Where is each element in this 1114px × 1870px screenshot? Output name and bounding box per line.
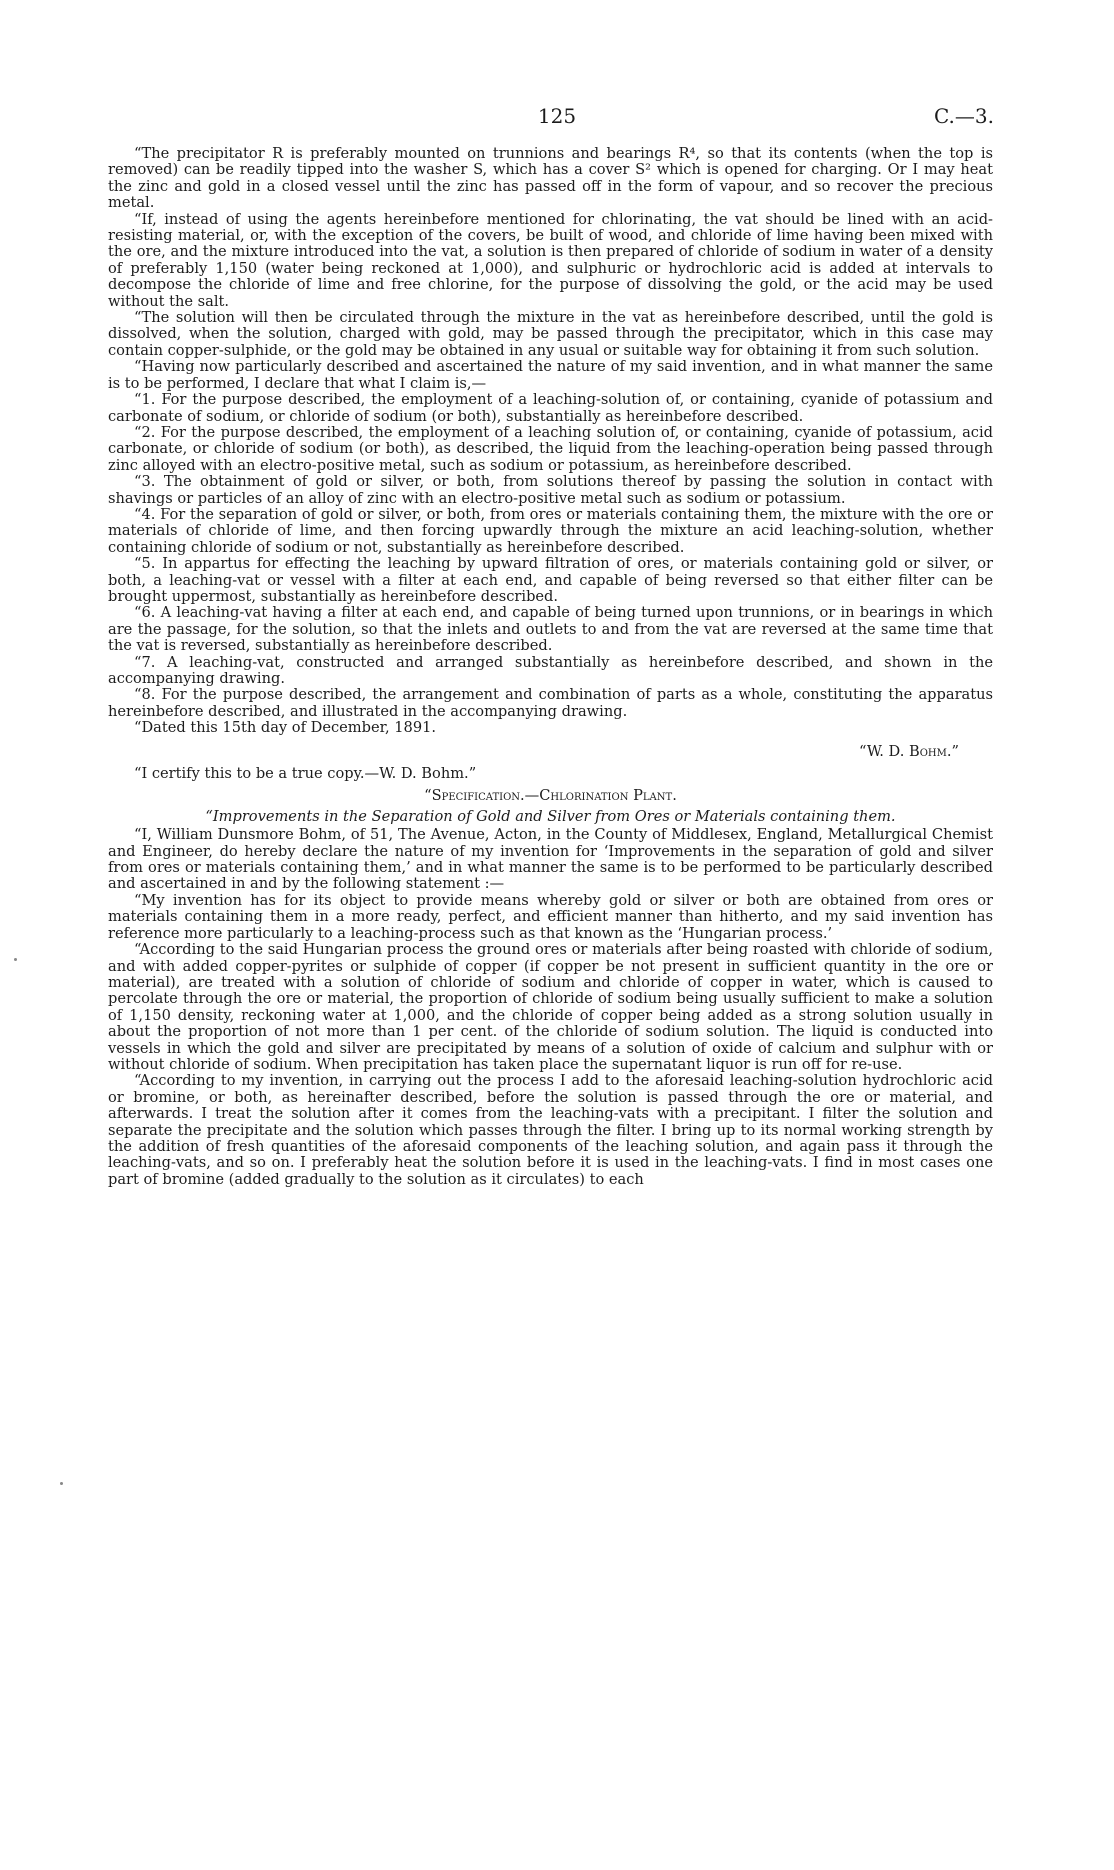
claim-8: “8. For the purpose described, the arrangement and combination of parts as a whole, constituting the apparatus hereinbefore described, and illustrated in the accompanying drawing. [108, 686, 993, 720]
claim-7: “7. A leaching-vat, constructed and arranged substantially as hereinbefore described, and shown in the accompanying drawing. [108, 653, 993, 687]
claim-5: “5. In appartus for effecting the leaching by upward filtration of ores, or materials containing gold or silver, or both, a leaching-vat or vessel with a filter at each end, and capable of being reversed so that either filter can be brought uppermost, substantially as hereinbefore described. [108, 555, 993, 605]
paragraph: “My invention has for its object to provide means whereby gold or silver or both are obtained from ores or materials containing them in a more ready, perfect, and efficient manner than hitherto, and my said invention has reference more particularly to a leaching-process such as that known as the ‘Hungarian process.’ [108, 891, 993, 942]
specification-title: “Improvements in the Separation of Gold and Silver from Ores or Materials containing them. [205, 807, 896, 825]
paragraph: “If, instead of using the agents hereinbefore mentioned for chlorinating, the vat should be lined with an acid-resisting material, or, with the exception of the covers, be built of wood, and chloride of lime having been mixed with the ore, and the mixture introduced into the vat, a solution is then prepared of chloride of sodium in water of a density of preferably 1,150 (water being reckoned at 1,000), and sulphuric or hydrochloric acid is added at intervals to decompose the chloride of lime and free chlorine, for the purpose of dissolving the gold, or the acid may be used without the salt. [108, 210, 993, 310]
page-number: 125 [537, 104, 577, 128]
body-text [108, 146, 993, 1188]
claim-2: “2. For the purpose described, the employment of a leaching solution of, or containing, cyanide of potassium, acid carbonate, or chloride of sodium (or both), as described, the liquid from the leaching-operation being passed through zinc alloyed with an electro-positive metal, such as sodium or potassium, as hereinbefore described. [108, 423, 993, 474]
date-line: “Dated this 15th day of December, 1891. [134, 719, 437, 737]
paragraph: “The precipitator R is preferably mounted on trunnions and bearings R⁴, so that its contents (when the top is removed) can be readily tipped into the washer S, which has a cover S² which is opened for charging. Or I may heat the zinc and gold in a closed vessel until the zinc has passed off in the form of vapour, and so recover the precious metal. [108, 145, 993, 212]
paragraph: “I, William Dunsmore Bohm, of 51, The Avenue, Acton, in the County of Middlesex, England, Metallurgical Chemist and Engineer, do hereby declare the nature of my invention for ‘Improvements in the separation of gold and silver from ores or materials containing them,’ and in what manner the same is to be performed to be particularly described and ascertained in and by the following statement :— [108, 826, 993, 893]
specification-heading: “Specification.—Chlorination Plant. [424, 787, 677, 805]
document-reference: C.—3. [933, 104, 994, 128]
margin-speck [60, 1482, 63, 1485]
certification-line: “I certify this to be a true copy.—W. D. Bohm.” [134, 765, 477, 783]
signature: “W. D. Bohm.” [858, 742, 959, 760]
claim-4: “4. For the separation of gold or silver, or both, from ores or materials containing them, the mixture with the ore or materials of chloride of lime, and then forcing upwardly through the mixture an acid leaching-solution, whether containing chloride of sodium or not, substantially as hereinbefore described. [108, 505, 993, 556]
claim-6: “6. A leaching-vat having a filter at each end, and capable of being turned upon trunnions, or in bearings in which are the passage, for the solution, so that the inlets and outlets to and from the vat are reversed at the same time that the vat is reversed, substantially as hereinbefore described. [108, 604, 993, 655]
paragraph: “The solution will then be circulated through the mixture in the vat as hereinbefore described, until the gold is dissolved, when the solution, charged with gold, may be passed through the precipitator, which in this case may contain copper-sulphide, or the gold may be obtained in any usual or suitable way for obtaining it from such solution. [108, 309, 993, 359]
paragraph: “Having now particularly described and ascertained the nature of my said invention, and in what manner the same is to be performed, I declare that what I claim is,— [108, 358, 993, 392]
paragraph: “According to my invention, in carrying out the process I add to the aforesaid leaching-solution hydrochloric acid or bromine, or both, as hereinafter described, before the solution is passed through the ore or material, and afterwards. I treat the solution after it comes from the leaching-vats with a precipitant. I filter the solution and separate the precipitate and the solution which passes through the filter. I bring up to its normal working strength by the addition of fresh quantities of the aforesaid components of the leaching solution, and again pass it through the leaching-vats, and so on. I preferably heat the solution before it is used in the leaching-vats. I find in most cases one part of bromine (added gradually to the solution as it circulates) to each [108, 1072, 993, 1188]
paragraph: “According to the said Hungarian process the ground ores or materials after being roasted with chloride of sodium, and with added copper-pyrites or sulphide of copper (if copper be not present in sufficient quantity in the ore or material), are treated with a solution of chloride of sodium and chloride of copper in water, which is caused to percolate through the ore or material, the proportion of chloride of sodium being usually sufficient to make a solution of 1,150 density, reckoning water at 1,000, and the chloride of copper being added as a strong solution usually in about the proportion of not more than 1 per cent. of the chloride of sodium solution. The liquid is conducted into vessels in which the gold and silver are precipitated by means of a solution of oxide of calcium and sulphur with or without chloride of sodium. When precipitation has taken place the supernatant liquor is run off for re-use. [108, 941, 993, 1073]
margin-speck [14, 958, 17, 961]
claim-3: “3. The obtainment of gold or silver, or both, from solutions thereof by passing the solution in contact with shavings or particles of an alloy of zinc with an electro-positive metal such as sodium or potassium. [108, 473, 993, 507]
claim-1: “1. For the purpose described, the employment of a leaching-solution of, or containing, cyanide of potassium and carbonate of sodium, or chloride of sodium (or both), substantially as hereinbefore described. [108, 391, 993, 425]
